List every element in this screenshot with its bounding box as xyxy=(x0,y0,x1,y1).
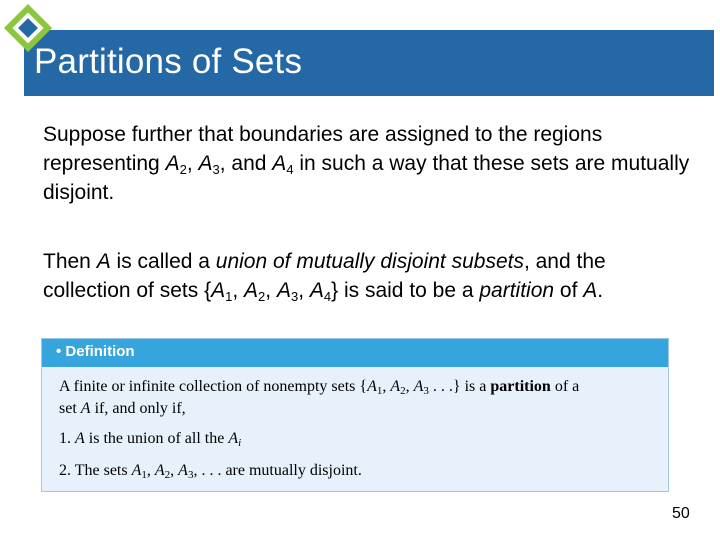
paragraph-partition: Then A is called a union of mutually disjoint subsets, and the collection of sets {$A_1$, $A_2$, $A_3$, $A_4$} is said to be a partition of A. xyxy=(43,250,606,304)
definition-box xyxy=(41,338,669,492)
definition-heading: • Definition xyxy=(56,343,135,360)
definition-item-1: 1. A is the union of all the $A_i$ xyxy=(59,430,242,449)
definition-header xyxy=(42,339,668,367)
definition-item-2: 2. The sets $A_1$, $A_2$, $A_3$, . . . are mutually disjoint. xyxy=(59,462,362,481)
definition-line-2: set A if, and only if, xyxy=(59,400,186,417)
page-number: 50 xyxy=(672,505,690,522)
definition-line-1: A finite or infinite collection of nonempty sets {$A_1$, $A_2$, $A_3$ . . .} is a partition of a xyxy=(59,378,580,397)
paragraph-boundaries: Suppose further that boundaries are assigned to the regions representing $A_2$, $A_3$, and $A_4$ in such a way that these sets are mutually disjoint. xyxy=(43,123,690,204)
slide-title: Partitions of Sets xyxy=(34,42,303,81)
